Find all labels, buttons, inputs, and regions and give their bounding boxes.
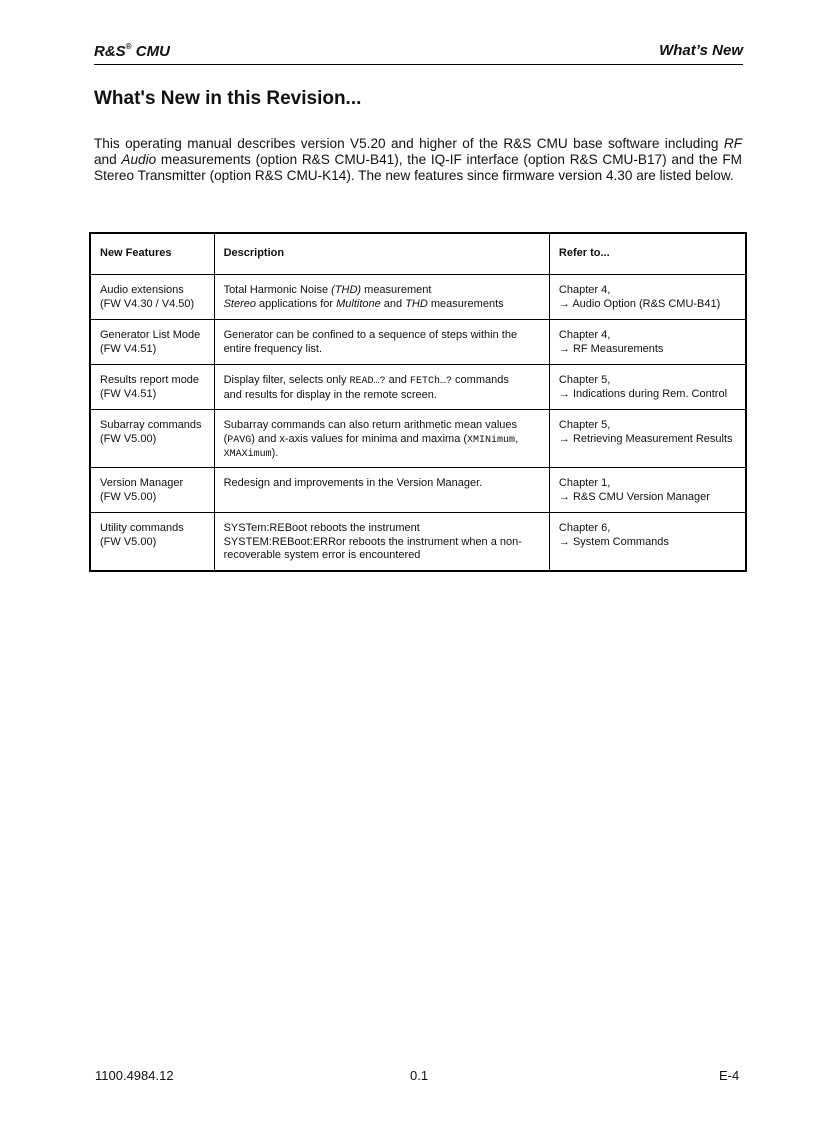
table-row [90, 365, 746, 410]
page-title: What's New in this Revision... [94, 88, 362, 109]
table-row [90, 468, 746, 513]
reference-cell: Chapter 4, → RF Measurements [549, 320, 746, 365]
description-cell: Generator can be confined to a sequence of steps within the entire frequency list. [214, 320, 549, 365]
footer-doc-number: 1100.4984.12 [95, 1068, 174, 1083]
table-row [90, 320, 746, 365]
header-description: Description [214, 233, 549, 275]
page-header [94, 40, 743, 65]
table-row [90, 513, 746, 571]
header-section-title: What’s New [659, 42, 743, 59]
header-product: R&S® CMU [94, 42, 170, 60]
feature-cell: Version Manager (FW V5.00) [90, 468, 214, 513]
feature-cell: Subarray commands (FW V5.00) [90, 410, 214, 468]
features-table [89, 232, 747, 572]
reference-cell: Chapter 5, → Indications during Rem. Control [549, 365, 746, 410]
feature-cell: Results report mode (FW V4.51) [90, 365, 214, 410]
description-cell: Redesign and improvements in the Version Manager. [214, 468, 549, 513]
feature-cell: Utility commands (FW V5.00) [90, 513, 214, 571]
footer-version: 0.1 [410, 1068, 429, 1083]
description-cell: Display filter, selects only READ…? and FETCh…? commands and results for display in the remote screen. [214, 365, 549, 410]
intro-paragraph: This operating manual describes version V5.20 and higher of the R&S CMU base software including RF and Audio measurements (option R&S CMU-B41), the IQ-IF interface (option R&S CMU-B17) and the FM Stereo Transmitter (option R&S CMU-K14). The new features since firmware version 4.30 are listed below. [94, 136, 742, 183]
table-row [90, 275, 746, 320]
reference-cell: Chapter 4, → Audio Option (R&S CMU-B41) [549, 275, 746, 320]
footer-page-number: E-4 [719, 1068, 740, 1083]
reference-cell: Chapter 6, → System Commands [549, 513, 746, 571]
table-header-row [90, 233, 746, 275]
reference-cell: Chapter 1, → R&S CMU Version Manager [549, 468, 746, 513]
table-row [90, 410, 746, 468]
header-refer-to: Refer to... [549, 233, 746, 275]
description-cell: Subarray commands can also return arithmetic mean values (PAVG) and x-axis values for minima and maxima (XMINimum, XMAXimum). [214, 410, 549, 468]
header-new-features: New Features [90, 233, 214, 275]
description-cell: Total Harmonic Noise (THD) measurement Stereo applications for Multitone and THD measurements [214, 275, 549, 320]
feature-cell: Generator List Mode (FW V4.51) [90, 320, 214, 365]
feature-cell: Audio extensions (FW V4.30 / V4.50) [90, 275, 214, 320]
reference-cell: Chapter 5, → Retrieving Measurement Results [549, 410, 746, 468]
description-cell: SYSTem:REBoot reboots the instrument SYSTEM:REBoot:ERRor reboots the instrument when a non- recoverable system error is encountered [214, 513, 549, 571]
